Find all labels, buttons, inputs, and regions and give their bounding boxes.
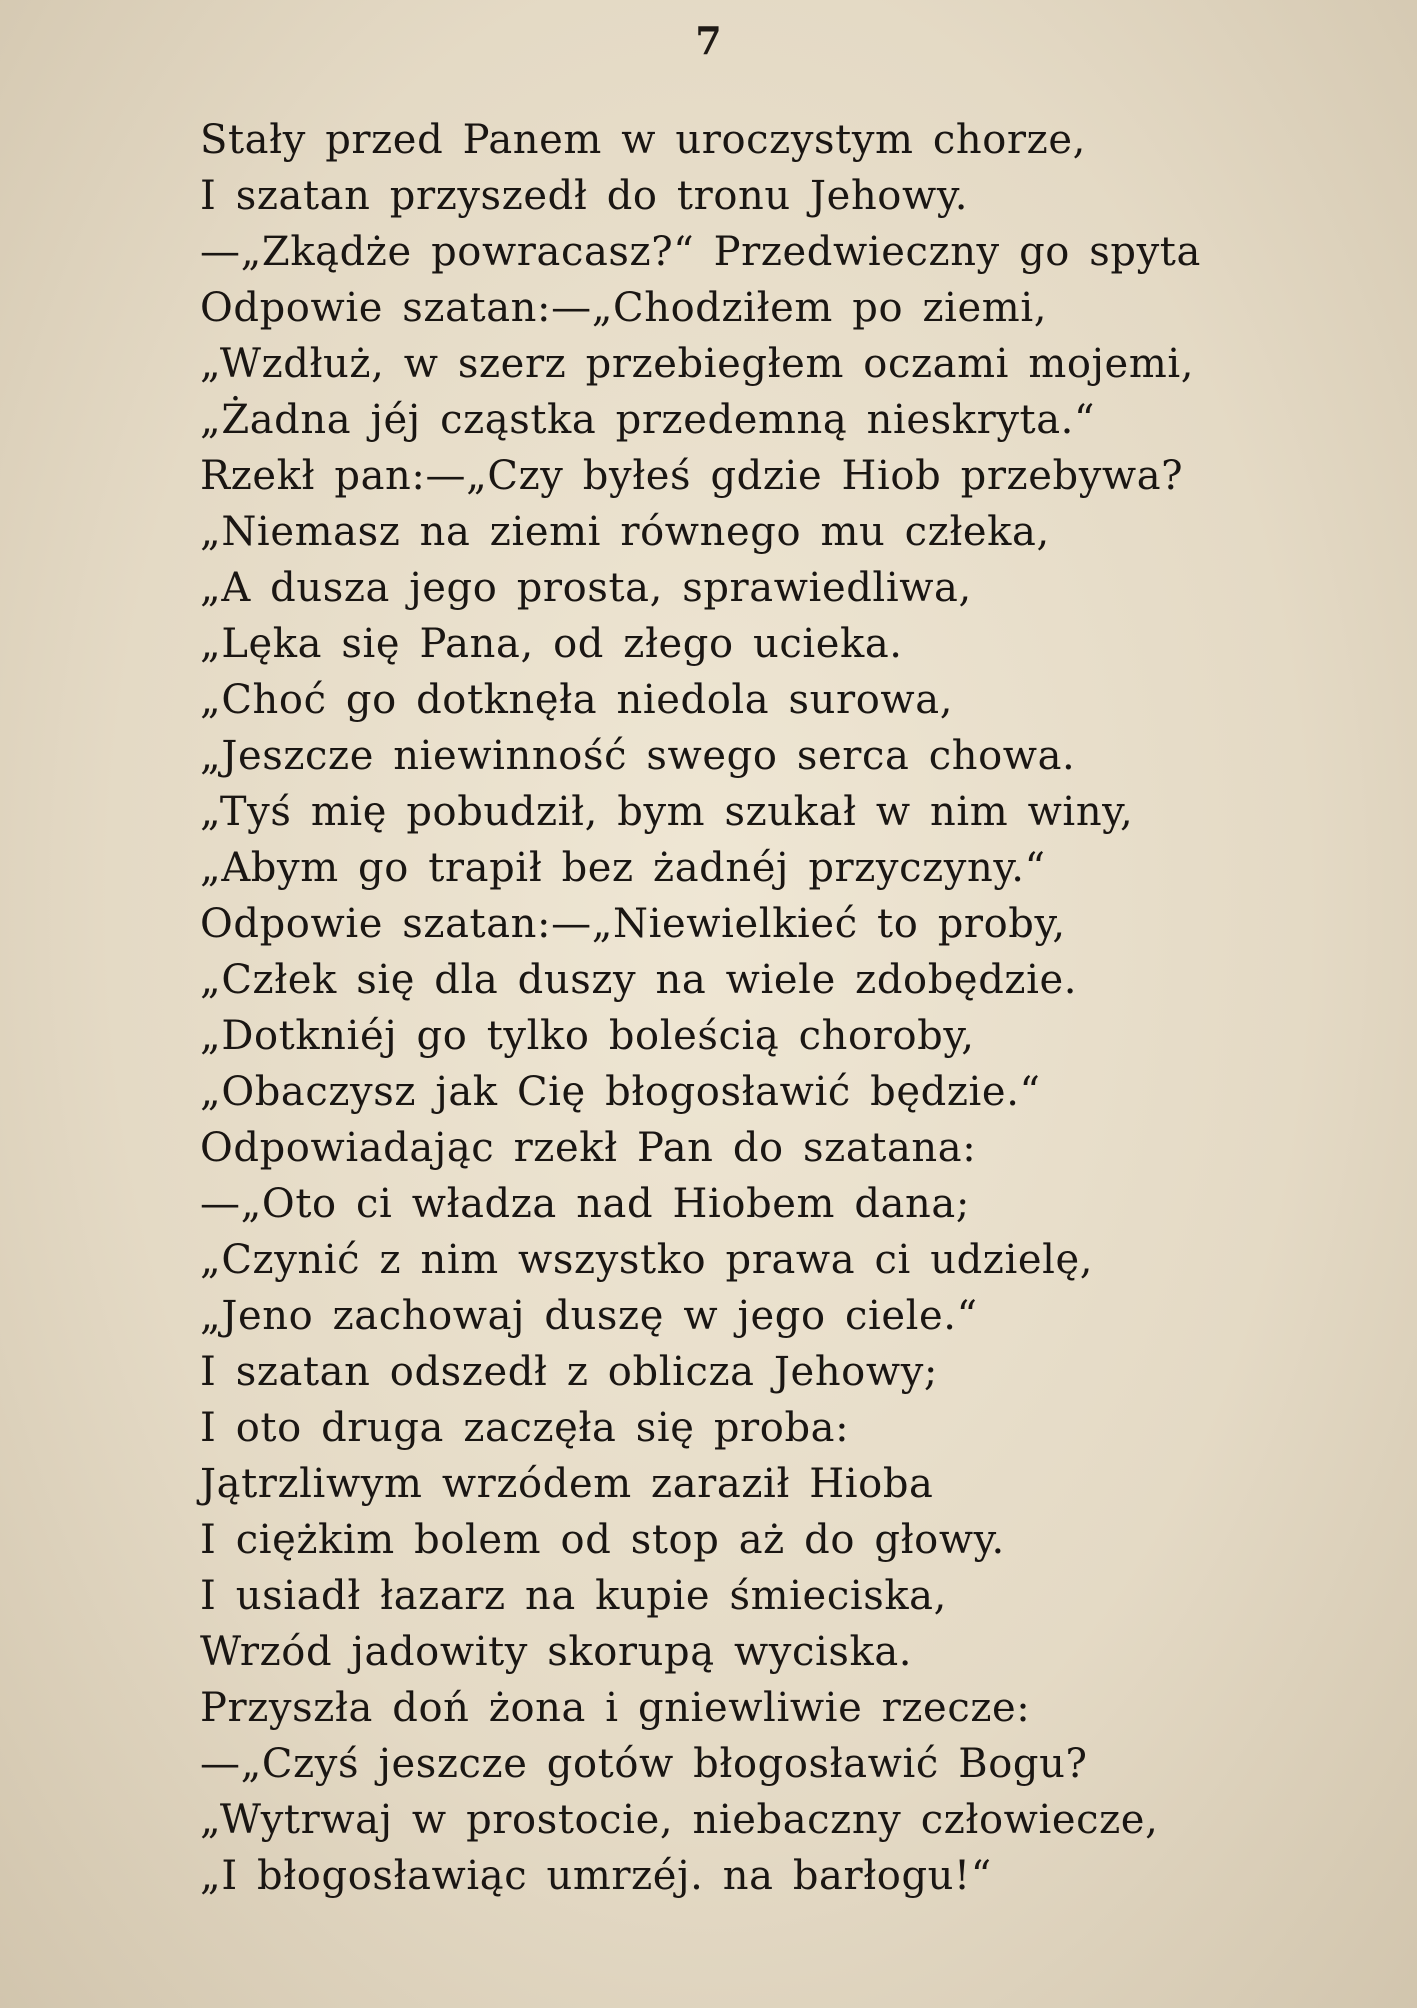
poem-line: „Niemasz na ziemi równego mu człeka,: [200, 509, 1050, 555]
poem-line: „Żadna jéj cząstka przedemną nieskryta.“: [200, 397, 1096, 443]
page-number: 7: [695, 18, 722, 63]
poem-line: „Obaczysz jak Cię błogosławić będzie.“: [200, 1069, 1041, 1115]
poem-line: Odpowie szatan:—„Niewielkieć to proby,: [200, 901, 1066, 947]
poem-text: [200, 112, 1380, 1904]
poem-line: „A dusza jego prosta, sprawiedliwa,: [200, 565, 972, 611]
poem-line: „I błogosławiąc umrzéj. na barłogu!“: [200, 1853, 992, 1899]
poem-line: „Człek się dla duszy na wiele zdobędzie.: [200, 957, 1078, 1003]
poem-line: „Jeno zachowaj duszę w jego ciele.“: [200, 1293, 978, 1339]
poem-line: Odpowiadając rzekł Pan do szatana:: [200, 1125, 977, 1171]
poem-line: Wrzód jadowity skorupą wyciska.: [200, 1629, 913, 1675]
poem-line: I szatan odszedł z oblicza Jehowy;: [200, 1349, 938, 1395]
poem-line: —„Czyś jeszcze gotów błogosławić Bogu?: [200, 1741, 1088, 1787]
poem-line: „Jeszcze niewinność swego serca chowa.: [200, 733, 1076, 779]
poem-line: Rzekł pan:—„Czy byłeś gdzie Hiob przebywa?: [200, 453, 1184, 499]
poem-line: Stały przed Panem w uroczystym chorze,: [200, 117, 1086, 163]
poem-line: „Choć go dotknęła niedola surowa,: [200, 677, 954, 723]
poem-line: I usiadł łazarz na kupie śmieciska,: [200, 1573, 947, 1619]
poem-line: I oto druga zaczęła się proba:: [200, 1405, 850, 1451]
poem-line: „Czynić z nim wszystko prawa ci udzielę,: [200, 1237, 1094, 1283]
poem-line: I ciężkim bolem od stop aż do głowy.: [200, 1517, 1005, 1563]
poem-line: „Abym go trapił bez żadnéj przyczyny.“: [200, 845, 1046, 891]
poem-line: Odpowie szatan:—„Chodziłem po ziemi,: [200, 285, 1048, 331]
poem-line: —„Zkądże powracasz?“ Przedwieczny go spyta: [200, 229, 1201, 275]
poem-line: Jątrzliwym wrzódem zaraził Hioba: [200, 1461, 934, 1507]
poem-line: I szatan przyszedł do tronu Jehowy.: [200, 173, 969, 219]
poem-line: „Dotkniéj go tylko boleścią choroby,: [200, 1013, 975, 1059]
poem-line: „Wytrwaj w prostocie, niebaczny człowiecze,: [200, 1797, 1159, 1843]
poem-line: Przyszła doń żona i gniewliwie rzecze:: [200, 1685, 1031, 1731]
poem-line: —„Oto ci władza nad Hiobem dana;: [200, 1181, 970, 1227]
poem-line: „Wzdłuż, w szerz przebiegłem oczami mojemi,: [200, 341, 1195, 387]
poem-line: „Lęka się Pana, od złego ucieka.: [200, 621, 903, 667]
poem-line: „Tyś mię pobudził, bym szukał w nim winy,: [200, 789, 1134, 835]
